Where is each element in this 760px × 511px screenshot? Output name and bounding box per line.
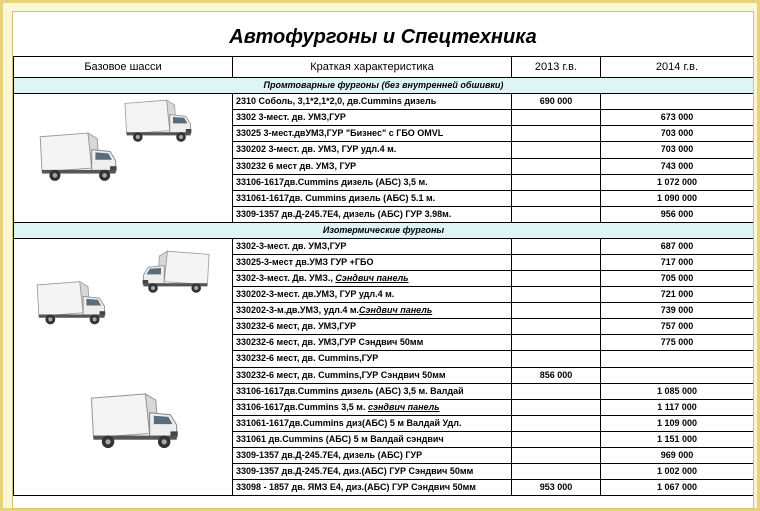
price-2013 bbox=[512, 110, 601, 126]
product-description bbox=[233, 126, 512, 142]
price-2013 bbox=[512, 463, 601, 479]
product-description bbox=[233, 415, 512, 431]
header-2014: 2014 г.в. bbox=[601, 57, 754, 78]
header-2013: 2013 г.в. bbox=[512, 57, 601, 78]
description-text: 330202 3-мест. дв. УМЗ, ГУР удл.4 м. bbox=[236, 144, 397, 155]
price-2013 bbox=[512, 287, 601, 303]
price-2013 bbox=[512, 415, 601, 431]
product-description bbox=[233, 335, 512, 351]
price-2014: 721 000 bbox=[601, 287, 754, 303]
van-truck-image bbox=[137, 247, 217, 297]
price-2013 bbox=[512, 142, 601, 158]
description-text: 3309-1357 дв.Д-245.7Е4, дизель (АБС) ГУР bbox=[236, 449, 423, 460]
page-title: Автофургоны и Спецтехника bbox=[229, 26, 537, 48]
description-text: 33106-1617дв.Cummins дизель (АБС) 3,5 м. Валдай bbox=[236, 385, 464, 396]
van-truck-image bbox=[31, 128, 123, 186]
price-2013 bbox=[512, 190, 601, 206]
product-description bbox=[233, 158, 512, 174]
description-text: 330202-3-мест. дв.УМЗ, ГУР удл.4 м. bbox=[236, 289, 395, 300]
product-description bbox=[233, 399, 512, 415]
price-table bbox=[13, 56, 754, 496]
product-description bbox=[233, 94, 512, 110]
price-2013 bbox=[512, 255, 601, 271]
price-2014 bbox=[601, 94, 754, 110]
price-row bbox=[14, 239, 754, 255]
price-2013 bbox=[512, 271, 601, 287]
product-description bbox=[233, 319, 512, 335]
description-text: 3302 3-мест. дв. УМЗ,ГУР bbox=[236, 112, 346, 123]
price-2013 bbox=[512, 335, 601, 351]
description-text: 330232-6 мест, дв. УМЗ,ГУР bbox=[236, 321, 357, 332]
description-text: 331061-1617дв. Cummins дизель (АБС) 5.1 м. bbox=[236, 192, 436, 203]
product-description bbox=[233, 255, 512, 271]
price-2014: 703 000 bbox=[601, 142, 754, 158]
product-description bbox=[233, 239, 512, 255]
description-text: 33025-3-мест дв.УМЗ ГУР +ГБО bbox=[236, 257, 374, 268]
product-description bbox=[233, 303, 512, 319]
section-title: Промтоварные фургоны (без внутренней обшивки) bbox=[14, 78, 754, 94]
chassis-image-cell bbox=[14, 94, 233, 223]
chassis-image-cell bbox=[14, 239, 233, 496]
sandwich-panel-note: сэндвич панель bbox=[367, 401, 440, 412]
price-row bbox=[14, 94, 754, 110]
price-2014: 717 000 bbox=[601, 255, 754, 271]
price-2013 bbox=[512, 399, 601, 415]
product-description bbox=[233, 174, 512, 190]
price-2013 bbox=[512, 239, 601, 255]
sandwich-panel-note: Сэндвич панель bbox=[359, 305, 433, 316]
description-text: 3309-1357 дв.Д-245.7Е4, дизель (АБС) ГУР 3.98м. bbox=[236, 208, 452, 219]
van-truck-image bbox=[117, 96, 197, 146]
product-description bbox=[233, 447, 512, 463]
van-truck-image bbox=[29, 277, 111, 329]
description-text: 330232-6 мест, дв. Cummins,ГУР bbox=[236, 353, 379, 364]
description-text: 33098 - 1857 дв. ЯМЗ Е4, диз.(АБС) ГУР Сэндвич 50мм bbox=[236, 481, 476, 492]
price-2013 bbox=[512, 431, 601, 447]
price-2014: 703 000 bbox=[601, 126, 754, 142]
product-description bbox=[233, 206, 512, 222]
price-2014: 1 072 000 bbox=[601, 174, 754, 190]
price-2013 bbox=[512, 158, 601, 174]
description-text: 330232 6 мест дв. УМЗ, ГУР bbox=[236, 160, 357, 171]
description-text: 3309-1357 дв.Д-245.7Е4, диз.(АБС) ГУР Сэндвич 50мм bbox=[236, 465, 474, 476]
description-text: 33025 3-мест.двУМЗ,ГУР "Бизнес" с ГБО OMVL bbox=[236, 128, 444, 139]
price-2014: 1 067 000 bbox=[601, 479, 754, 495]
price-2014: 956 000 bbox=[601, 206, 754, 222]
description-text: 331061 дв.Cummins (АБС) 5 м Валдай сэндвич bbox=[236, 433, 444, 444]
product-description bbox=[233, 431, 512, 447]
product-description bbox=[233, 110, 512, 126]
product-description bbox=[233, 479, 512, 495]
price-2014 bbox=[601, 351, 754, 367]
price-2014: 739 000 bbox=[601, 303, 754, 319]
description-text: 330232-6 мест, дв. УМЗ,ГУР Сэндвич 50мм bbox=[236, 337, 424, 348]
section-header-row bbox=[14, 78, 754, 94]
price-2014: 1 117 000 bbox=[601, 399, 754, 415]
price-2014 bbox=[601, 367, 754, 383]
header-chassis: Базовое шасси bbox=[14, 57, 233, 78]
price-2013: 856 000 bbox=[512, 367, 601, 383]
price-2013 bbox=[512, 303, 601, 319]
price-2014: 673 000 bbox=[601, 110, 754, 126]
price-2014: 1 085 000 bbox=[601, 383, 754, 399]
price-2014: 743 000 bbox=[601, 158, 754, 174]
product-description bbox=[233, 383, 512, 399]
price-2013: 690 000 bbox=[512, 94, 601, 110]
price-2014: 969 000 bbox=[601, 447, 754, 463]
price-2013 bbox=[512, 351, 601, 367]
description-text: 33106-1617дв.Cummins 3,5 м. bbox=[236, 401, 368, 412]
price-2013 bbox=[512, 319, 601, 335]
price-2014: 1 002 000 bbox=[601, 463, 754, 479]
sandwich-panel-note: Сэндвич панель bbox=[335, 273, 409, 284]
product-description bbox=[233, 271, 512, 287]
header-row bbox=[14, 57, 754, 78]
section-header-row bbox=[14, 223, 754, 239]
price-2014: 687 000 bbox=[601, 239, 754, 255]
price-2013 bbox=[512, 383, 601, 399]
product-description bbox=[233, 190, 512, 206]
description-text: 3302-3-мест. дв. УМЗ,ГУР bbox=[236, 241, 347, 252]
section-title: Изотермические фургоны bbox=[14, 223, 754, 239]
product-description bbox=[233, 142, 512, 158]
price-2014: 775 000 bbox=[601, 335, 754, 351]
price-sheet bbox=[12, 11, 754, 509]
product-description bbox=[233, 351, 512, 367]
price-2014: 1 090 000 bbox=[601, 190, 754, 206]
price-2013 bbox=[512, 447, 601, 463]
description-text: 33106-1617дв.Cummins дизель (АБС) 3,5 м. bbox=[236, 176, 428, 187]
description-text: 331061-1617дв.Cummins диз(АБС) 5 м Валдай Удл. bbox=[236, 417, 462, 428]
description-text: 3302-3-мест. Дв. УМЗ., bbox=[236, 273, 336, 284]
price-2014: 1 109 000 bbox=[601, 415, 754, 431]
price-2013: 953 000 bbox=[512, 479, 601, 495]
product-description bbox=[233, 287, 512, 303]
product-description bbox=[233, 367, 512, 383]
price-2013 bbox=[512, 126, 601, 142]
van-truck-image bbox=[81, 387, 185, 455]
price-2014: 705 000 bbox=[601, 271, 754, 287]
price-2014: 757 000 bbox=[601, 319, 754, 335]
description-text: 2310 Соболь, 3,1*2,1*2,0, дв.Cummins дизель bbox=[236, 96, 437, 107]
product-description bbox=[233, 463, 512, 479]
description-text: 330232-6 мест, дв. Cummins,ГУР Сэндвич 50мм bbox=[236, 369, 446, 380]
header-description: Краткая характеристика bbox=[233, 57, 512, 78]
price-2013 bbox=[512, 174, 601, 190]
description-text: 330202-3-м.дв.УМЗ, удл.4 м. bbox=[236, 305, 360, 316]
price-2013 bbox=[512, 206, 601, 222]
price-2014: 1 151 000 bbox=[601, 431, 754, 447]
